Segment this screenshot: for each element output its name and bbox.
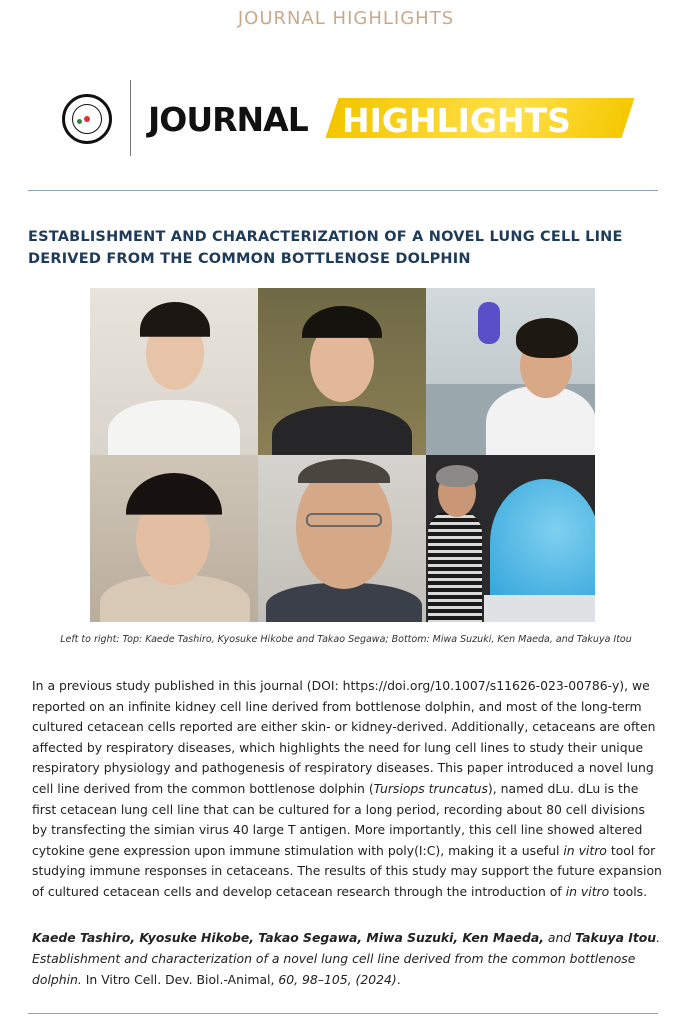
banner-word-journal: JOURNAL	[148, 100, 308, 139]
society-seal-icon	[62, 94, 112, 144]
author-photo	[90, 455, 258, 622]
article-title: ESTABLISHMENT AND CHARACTERIZATION OF A NOVEL LUNG CELL LINE DERIVED FROM THE COMMON BOTTLENOSE DOLPHIN	[28, 229, 623, 267]
author-photo-grid	[90, 288, 595, 622]
article-body: In a previous study published in this journal (DOI: https://doi.org/10.1007/s11626-023-00786-y), we reported on an infinite kidney cell line derived from bottlenose dolphin, and most of the long-term cultured cetacean cells reported are either skin- or kidney-derived. Additionally, cetaceans are often affected by respiratory diseases, which highlights the need for lung cell lines to study their unique respiratory physiology and pathogenesis of respiratory diseases. This paper introduced a novel lung cell line derived from the common bottlenose dolphin (Tursiops truncatus), named dLu. dLu is the first cetacean lung cell line that can be cultured for a long period, recording about 80 cell divisions by transfecting the simian virus 40 large T antigen. More importantly, this cell line showed altered cytokine gene expression upon immune stimulation with poly(I:C), making it a useful in vitro tool for studying immune responses in cetaceans. The results of this study may support the future expansion of cultured cetacean cells and develop cetacean research through the introduction of in vitro tools.	[32, 678, 662, 899]
bottom-divider	[28, 1013, 658, 1014]
top-divider	[28, 190, 658, 191]
author-photo	[426, 455, 595, 622]
author-photo	[258, 288, 426, 455]
author-photo	[258, 455, 426, 622]
journal-highlights-banner	[62, 80, 632, 156]
banner-word-highlights: HIGHLIGHTS	[342, 101, 571, 140]
banner-divider	[130, 80, 131, 156]
author-photo	[426, 288, 595, 455]
photo-caption: Left to right: Top: Kaede Tashiro, Kyosuke Hikobe and Takao Segawa; Bottom: Miwa Suzuki, Ken Maeda, and Takuya Itou	[60, 634, 632, 645]
header-label: JOURNAL HIGHLIGHTS	[237, 8, 455, 29]
citation: Kaede Tashiro, Kyosuke Hikobe, Takao Segawa, Miwa Suzuki, Ken Maeda, and Takuya Itou. Establishment and characterization of a novel lung cell line derived from the common bottlenose dolphin. In Vitro Cell. Dev. Biol.-Animal, 60, 98–105, (2024).	[32, 930, 661, 987]
author-photo	[90, 288, 258, 455]
